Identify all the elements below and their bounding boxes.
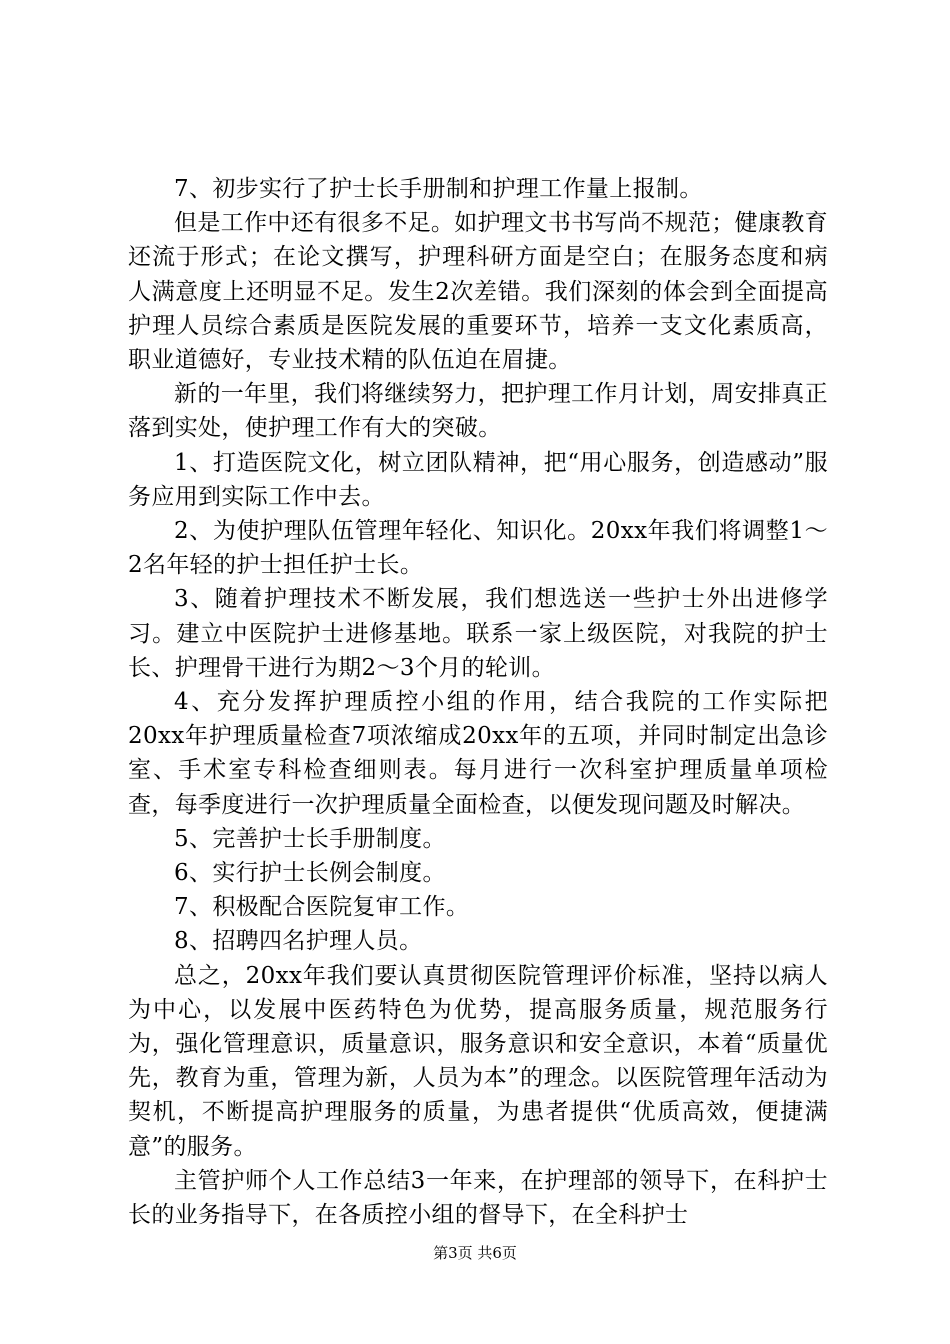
document-body — [128, 172, 828, 1232]
paragraph-3: 新的一年里，我们将继续努力，把护理工作月计划，周安排真正落到实处，使护理工作有大的突破。 — [128, 381, 828, 442]
paragraph-4: 1、打造医院文化，树立团队精神，把“用心服务，创造感动”服务应用到实际工作中去。 — [128, 449, 828, 510]
paragraph-8: 5、完善护士长手册制度。 — [174, 825, 446, 852]
paragraph-6: 3、随着护理技术不断发展，我们想选送一些护士外出进修学习。建立中医院护士进修基地。联系一家上级医院，对我院的护士长、护理骨干进行为期2～3个月的轮训。 — [128, 586, 828, 681]
paragraph-7: 4、充分发挥护理质控小组的作用，结合我院的工作实际把20xx年护理质量检查7项浓缩成20xx年的五项，并同时制定出急诊室、手术室专科检查细则表。每月进行一次科室护理质量单项检查，每季度进行一次护理质量全面检查，以便发现问题及时解决。 — [128, 689, 828, 818]
paragraph-1: 7、初步实行了护士长手册制和护理工作量上报制。 — [174, 176, 703, 202]
paragraph-11: 8、招聘四名护理人员。 — [174, 928, 423, 955]
paragraph-9: 6、实行护士长例会制度。 — [174, 860, 446, 887]
paragraph-12: 总之，20xx年我们要认真贯彻医院管理评价标准，坚持以病人为中心，以发展中医药特色为优势，提高服务质量，规范服务行为，强化管理意识，质量意识，服务意识和安全意识，本着“质量优先，教育为重，管理为新，人员为本”的理念。以医院管理年活动为契机，不断提高护理服务的质量，为患者提供“优质高效，便捷满意”的服务。 — [128, 962, 828, 1160]
page-number: 第3页 共6页 — [433, 1244, 517, 1262]
page-footer — [0, 1243, 950, 1263]
paragraph-13: 主管护师个人工作总结3一年来，在护理部的领导下，在科护士长的业务指导下，在各质控小组的督导下，在全科护士 — [128, 1167, 828, 1229]
paragraph-5: 2、为使护理队伍管理年轻化、知识化。20xx年我们将调整1～2名年轻的护士担任护士长。 — [128, 518, 828, 579]
paragraph-2: 但是工作中还有很多不足。如护理文书书写尚不规范；健康教育还流于形式；在论文撰写，护理科研方面是空白；在服务态度和病人满意度上还明显不足。发生2次差错。我们深刻的体会到全面提高护理人员综合素质是医院发展的重要环节，培养一支文化素质高，职业道德好，专业技术精的队伍迫在眉捷。 — [128, 210, 828, 374]
paragraph-10: 7、积极配合医院复审工作。 — [174, 894, 470, 921]
